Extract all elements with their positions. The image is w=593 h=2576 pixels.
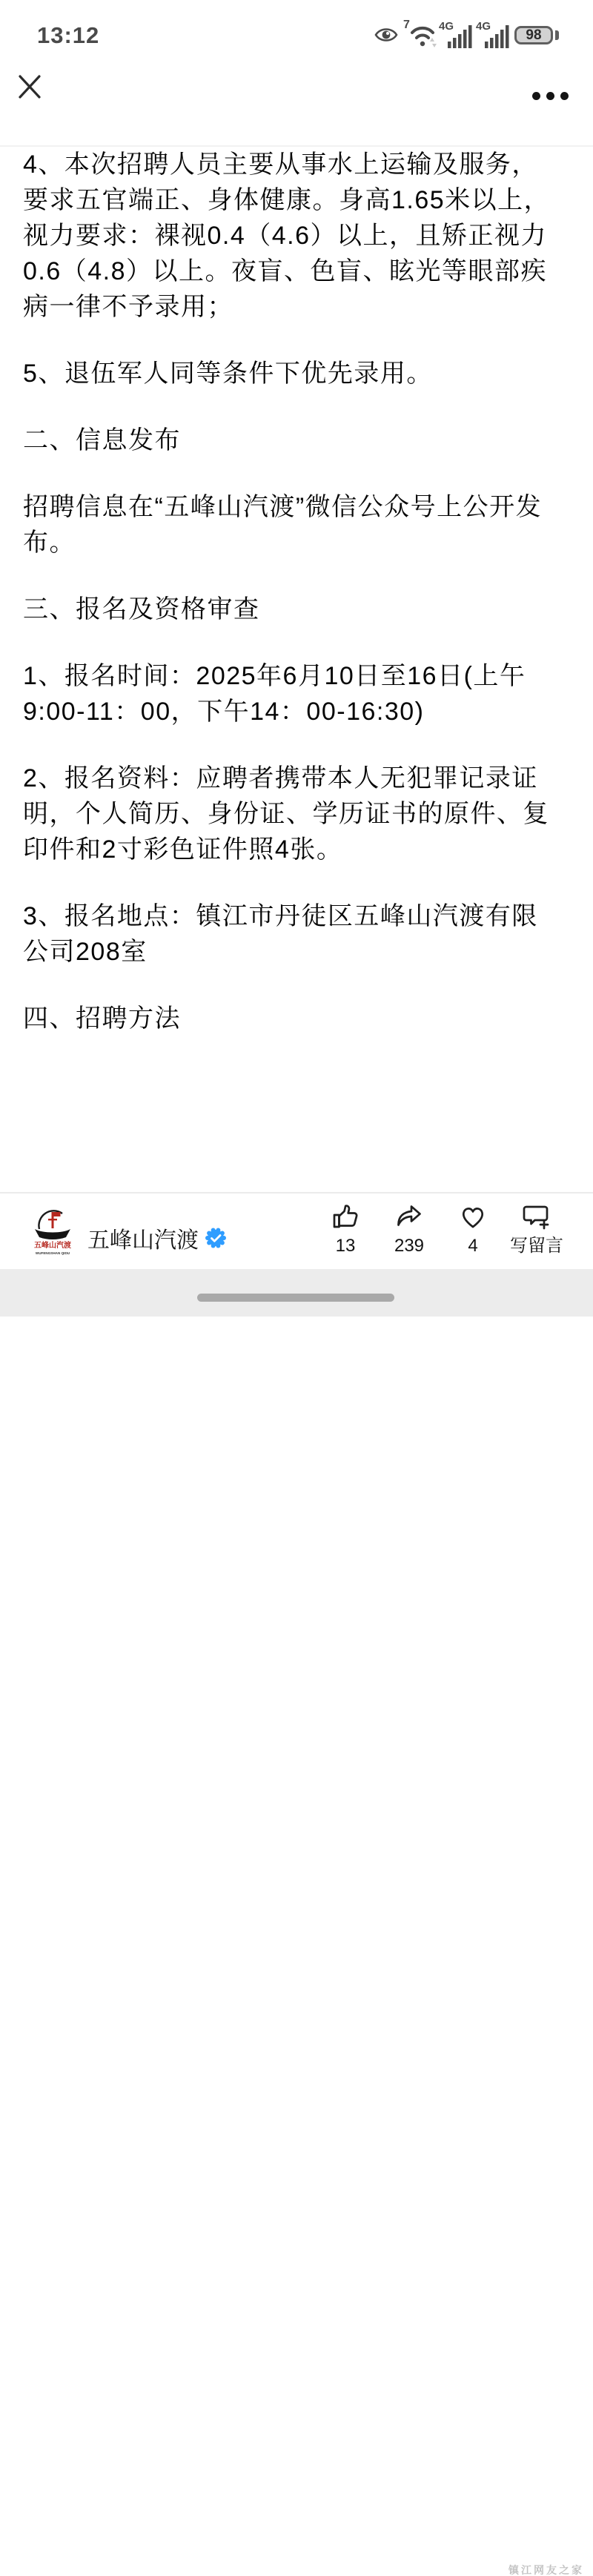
- bottom-strip: [0, 1269, 593, 2576]
- svg-text:4G: 4G: [439, 20, 454, 33]
- share-button[interactable]: [377, 1202, 441, 1256]
- wifi-badge: 7: [403, 19, 410, 31]
- battery-icon: [514, 26, 553, 44]
- favorite-button[interactable]: [441, 1202, 505, 1256]
- comment-icon: [521, 1202, 552, 1233]
- battery-percent: 98: [526, 27, 542, 43]
- article-section-heading: 二、信息发布: [23, 426, 181, 454]
- more-menu-icon[interactable]: [532, 92, 569, 100]
- status-time: 13:12: [37, 22, 100, 48]
- battery-nub: [555, 30, 559, 40]
- article-section-heading: 四、招聘方法: [23, 1004, 181, 1033]
- thumbs-up-icon: [330, 1202, 361, 1233]
- eye-protection-icon: [374, 25, 399, 44]
- heart-icon: [457, 1202, 488, 1233]
- close-icon[interactable]: [16, 73, 43, 100]
- like-button[interactable]: [314, 1202, 377, 1256]
- svg-text:五峰山汽渡: 五峰山汽渡: [34, 1242, 71, 1250]
- share-count: 239: [394, 1236, 425, 1256]
- article-paragraph: 5、退伍军人同等条件下优先录用。: [23, 360, 433, 388]
- share-icon: [394, 1202, 425, 1233]
- article-paragraph: 4、本次招聘人员主要从事水上运输及服务， 要求五官端正、身体健康。身高1.65米以上， 视力要求：裸视0.4（4.6）以上，且矫正视力 0.6（4.8）以上。夜盲、色盲、眩光等眼部疾 病一律不予录用；: [23, 150, 551, 321]
- comment-button[interactable]: [505, 1202, 569, 1256]
- article-paragraph: 招聘信息在“五峰山汽渡”微信公众号上公开发 布。: [23, 493, 543, 557]
- footer-actions: [314, 1202, 570, 1256]
- svg-text:4G: 4G: [476, 20, 491, 33]
- comment-label: 写留言: [510, 1236, 563, 1256]
- article-paragraph: 1、报名时间：2025年6月10日至16日(上午 9:00-11：00，下午14：00-16:30): [23, 662, 526, 726]
- favorite-count: 4: [468, 1236, 478, 1256]
- signal-4g-icon: [439, 19, 474, 50]
- article-paragraph: 3、报名地点：镇江市丹徒区五峰山汽渡有限 公司208室: [23, 902, 538, 966]
- signal-4g-icon: [476, 19, 511, 50]
- wifi-icon: [409, 24, 440, 49]
- article-paragraph: 2、报名资料：应聘者携带本人无犯罪记录证 明，个人简历、身份证、学历证书的原件、复 印件和2寸彩色证件照4张。: [23, 764, 549, 864]
- home-indicator[interactable]: [197, 1294, 394, 1302]
- svg-text:WUFENGSHAN QIDU: WUFENGSHAN QIDU: [35, 1251, 70, 1255]
- watermark: My0511.COM 镇江网友之家: [470, 2537, 584, 2576]
- verified-badge-icon: [205, 1228, 226, 1248]
- account-name: 五峰山汽渡: [87, 1228, 199, 1253]
- article-section-heading: 三、报名及资格审查: [23, 595, 260, 623]
- article-body: [23, 147, 572, 1067]
- like-count: 13: [335, 1236, 356, 1256]
- account-link[interactable]: [87, 1222, 226, 1254]
- account-avatar[interactable]: [33, 1208, 73, 1260]
